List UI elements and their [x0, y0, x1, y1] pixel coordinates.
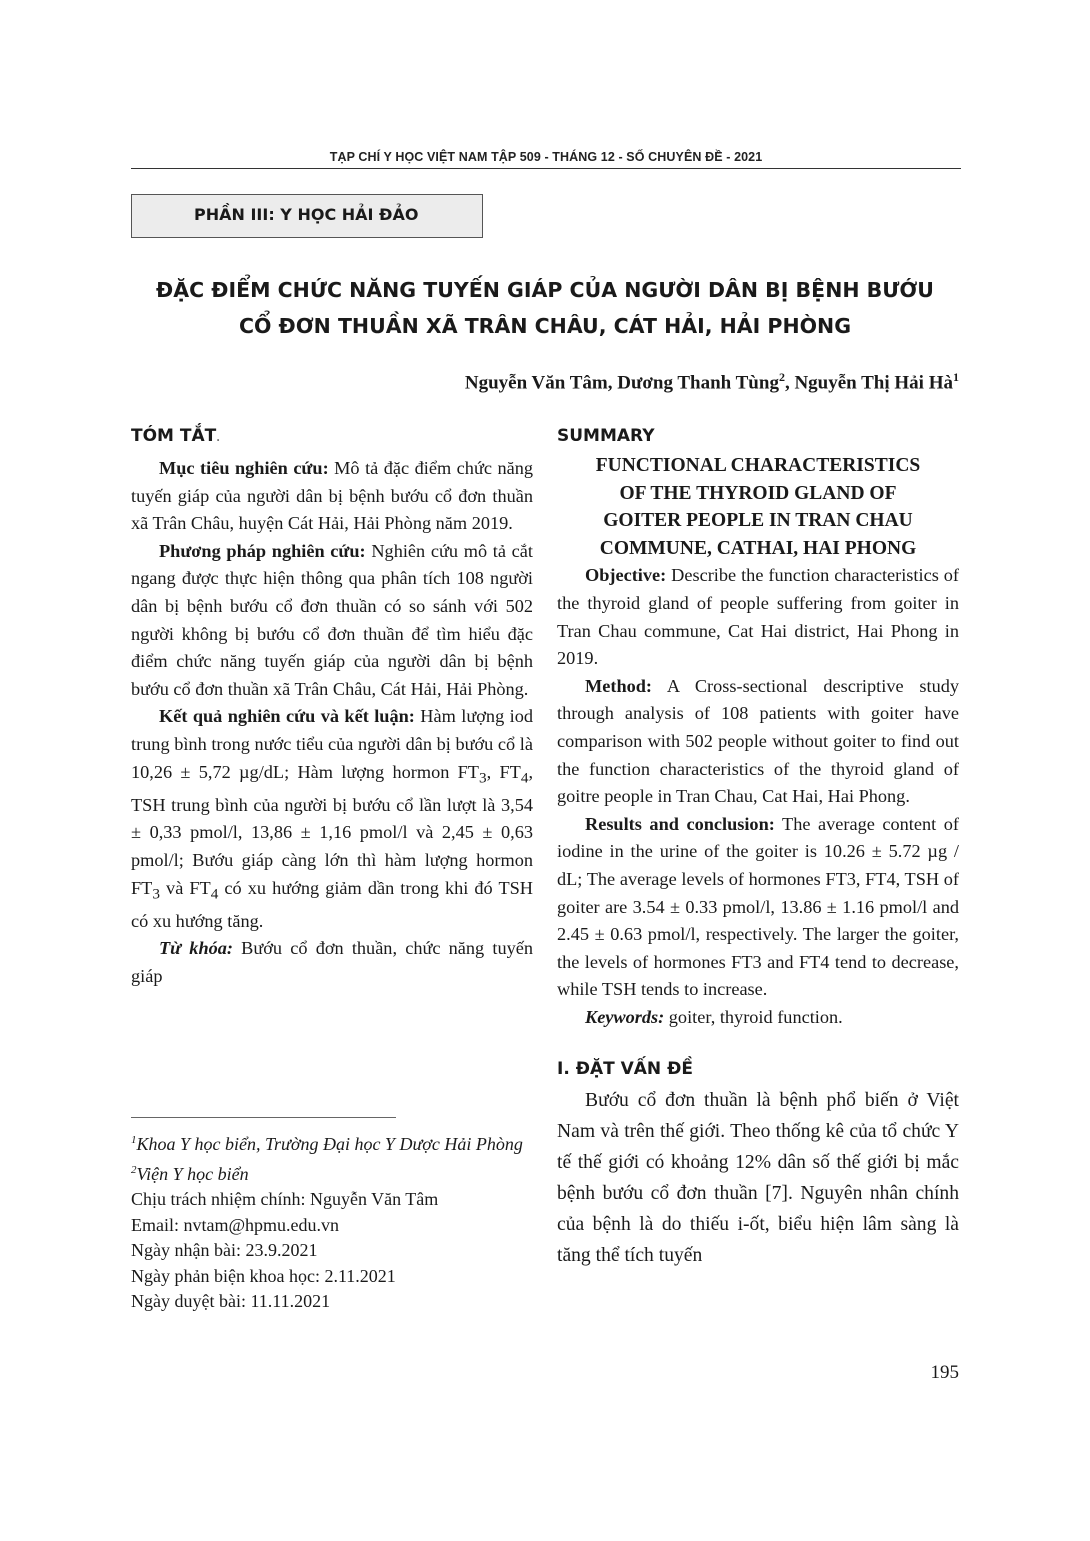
abstract-vi-heading-text: TÓM TẮT	[131, 426, 217, 446]
abstract-vi-sub-4a: 4	[520, 769, 529, 787]
author-text-2: , Nguyễn Thị Hải Hà	[784, 372, 953, 394]
abstract-vi-results-text-2: , FT	[486, 761, 521, 782]
abstract-vi-method-label: Phương pháp nghiên cứu:	[159, 540, 366, 561]
article-title	[110, 272, 980, 344]
abstract-vi-heading-mark: .	[216, 433, 221, 444]
page-number: 195	[930, 1362, 959, 1383]
footnote-responsible: Chịu trách nhiệm chính: Nguyễn Văn Tâm	[131, 1189, 439, 1209]
abstract-en	[557, 424, 959, 1271]
intro-heading: I. ĐẶT VẤN ĐỀ	[557, 1059, 693, 1080]
abstract-vi-method	[131, 538, 533, 704]
abstract-vi-results	[131, 703, 533, 935]
abstract-vi-results-text-3: , TSH trung bình của người bị bướu cổ lần lượt là 3,54 ± 0,33 pmol/l, 13,86 ± 1,16 pmol/l và 2,45 ± 0,63 pmol/l; Bướu giáp càng lớn thì hàm lượng hormon FT	[131, 761, 534, 898]
section-label: PHẦN III: Y HỌC HẢI ĐẢO	[131, 194, 483, 238]
summary-heading: SUMMARY	[557, 426, 655, 446]
abstract-en-results-label: Results and conclusion:	[585, 813, 775, 834]
abstract-vi-sub-3b: 3	[152, 885, 160, 903]
abstract-vi-keywords	[131, 935, 533, 990]
abstract-vi-keywords-text: Bướu cổ đơn thuần, chức năng tuyến giáp	[131, 938, 533, 986]
abstract-en-keywords	[557, 1004, 959, 1032]
abstract-vi-results-text-1: Hàm lượng iod trung bình trong nước tiểu của người dân bị bướu cổ là 10,26 ± 5,72 µg/dL; Hàm lượng hormon FT	[131, 706, 534, 782]
abstract-en-results	[557, 811, 959, 1004]
intro-paragraph: Bướu cổ đơn thuần là bệnh phổ biến ở Việt Nam và trên thế giới. Theo thống kê của tổ chức Y tế thế giới có khoảng 12% dân số thế giới bị mắc bệnh bướu cổ đơn thuần [7]. Nguyên nhân chính của bệnh là do thiếu i-ốt, biểu hiện lâm sàng là tăng thể tích tuyến	[557, 1090, 959, 1267]
author-text-1: Nguyễn Văn Tâm, Dương Thanh Tùng	[464, 372, 779, 394]
abstract-vi-results-text-5: có xu hướng giảm dần trong khi đó TSH có xu hướng tăng.	[131, 877, 533, 931]
footnote-rule	[131, 1117, 396, 1118]
english-title-line-1: FUNCTIONAL CHARACTERISTICS	[595, 455, 921, 476]
abstract-en-objective-label: Objective:	[585, 565, 667, 586]
footnote-received: Ngày nhận bài: 23.9.2021	[131, 1240, 318, 1260]
author-sup-2: 1	[953, 370, 959, 384]
footnote-email: Email: nvtam@hpmu.edu.vn	[131, 1214, 340, 1235]
abstract-vi-keywords-label: Từ khóa:	[159, 938, 233, 959]
abstract-vi-method-text: Nghiên cứu mô tả cắt ngang được thực hiện thông qua phân tích 108 người dân bị bệnh bướu cổ đơn thuần có so sánh với 502 người không bị bướu cổ đơn thuần để tìm hiểu đặc điểm chức năng tuyến giáp của người dân bị bệnh bướu cổ đơn thuần xã Trân Châu, Cát Hải, Hải Phòng.	[131, 540, 533, 699]
abstract-vi-objective-text: Mô tả đặc điểm chức năng tuyến giáp của người dân bị bệnh bướu cổ đơn thuần xã Trân Châu, huyện Cát Hải, Hải Phòng năm 2019.	[131, 458, 534, 534]
footnote-2-sup: 2	[131, 1163, 137, 1176]
abstract-en-method	[557, 673, 959, 811]
abstract-vi-results-label: Kết quả nghiên cứu và kết luận:	[159, 706, 415, 727]
abstract-vi	[131, 424, 533, 991]
journal-header: TẠP CHÍ Y HỌC VIỆT NAM TẬP 509 - THÁNG 12 - SỐ CHUYÊN ĐỀ - 2021	[329, 150, 763, 164]
english-title-line-4: COMMUNE, CATHAI, HAI PHONG	[599, 537, 917, 559]
footnote-1	[131, 1128, 533, 1158]
abstract-vi-heading	[131, 424, 533, 451]
abstract-en-objective	[557, 562, 959, 672]
footnote-2-text: Viện Y học biển	[136, 1163, 249, 1184]
english-title	[557, 452, 959, 562]
footnote-1-sup: 1	[131, 1134, 137, 1146]
abstract-vi-sub-3a: 3	[478, 769, 487, 787]
abstract-en-method-text: A Cross-sectional descriptive study through analysis of 108 patients with goiter have comparison with 502 people without goiter to find out the function characteristics of the thyroid gland of goitre people in Tran Chau, Cat Hai, Hai Phong.	[557, 675, 959, 807]
english-title-line-3: GOITER PEOPLE IN TRAN CHAU	[603, 510, 913, 532]
footnote-approved: Ngày duyệt bài: 11.11.2021	[131, 1291, 331, 1311]
abstract-en-keywords-label: Keywords:	[585, 1006, 665, 1027]
abstract-en-objective-text: Describe the function characteristics of the thyroid gland of people suffering from goiter in Tran Chau commune, Cat Hai district, Hai Phong in 2019.	[557, 565, 959, 669]
abstract-en-keywords-text: goiter, thyroid function.	[664, 1006, 843, 1027]
english-title-line-2: OF THE THYROID GLAND OF	[619, 482, 897, 504]
abstract-en-results-text: The average content of iodine in the urine of the goiter is 10.26 ± 5.72 µg / dL; The average levels of hormones FT3, FT4, TSH of goiter are 3.54 ± 0.33 pmol/l, 13.86 ± 1.16 pmol/l and 2.45 ± 0.63 pmol/l, respectively. The larger the goiter, the levels of hormones FT3 and FT4 tend to decrease, while TSH tends to increase.	[557, 813, 959, 1000]
author-sup-1: 2	[778, 370, 785, 384]
authors	[465, 370, 959, 394]
title-line-1: ĐẶC ĐIỂM CHỨC NĂNG TUYẾN GIÁP CỦA NGƯỜI DÂN BỊ BỆNH BƯỚU	[156, 278, 934, 302]
abstract-vi-results-text-4: và FT	[159, 877, 211, 898]
title-line-2: CỔ ĐƠN THUẦN XÃ TRÂN CHÂU, CÁT HẢI, HẢI PHÒNG	[238, 314, 852, 338]
footnote-1-text: Khoa Y học biển, Trường Đại học Y Dược Hải Phòng	[136, 1134, 523, 1154]
header-rule	[131, 168, 961, 169]
footnote-2	[131, 1158, 533, 1188]
footnotes	[131, 1128, 533, 1315]
abstract-vi-objective-label: Mục tiêu nghiên cứu:	[159, 458, 329, 478]
abstract-vi-sub-4b: 4	[210, 885, 219, 903]
footnote-reviewed: Ngày phản biện khoa học: 2.11.2021	[131, 1265, 396, 1286]
abstract-vi-objective	[131, 455, 533, 538]
abstract-en-method-label: Method:	[585, 675, 653, 696]
